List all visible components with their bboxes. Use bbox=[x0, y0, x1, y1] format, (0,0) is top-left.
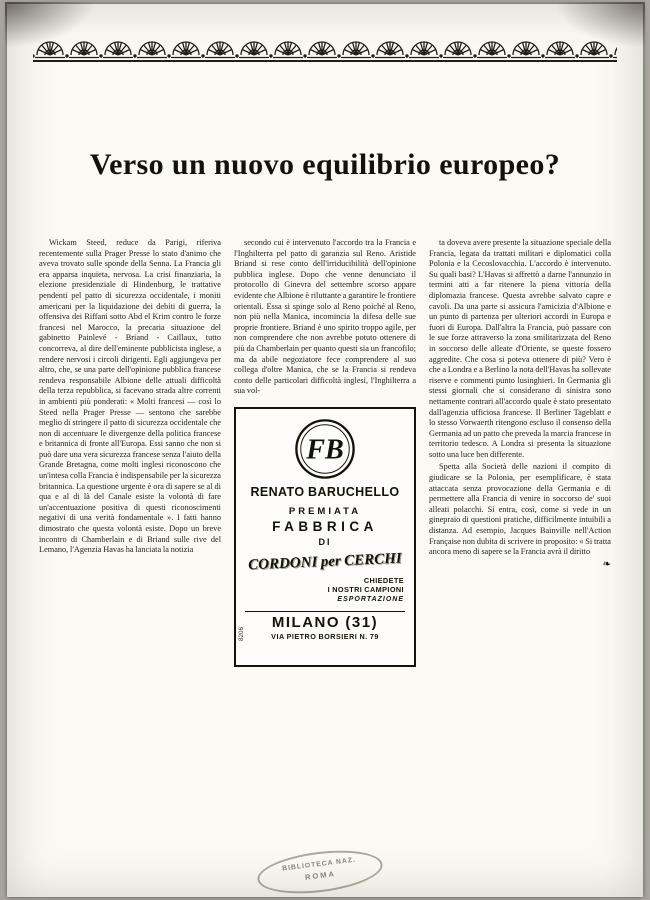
advertiser-monogram-icon bbox=[293, 417, 357, 481]
ad-line-di: DI bbox=[318, 536, 332, 547]
stamp-text-top: BIBLIOTECA NAZ. bbox=[281, 856, 357, 873]
page-title: Verso un nuovo equilibrio europeo? bbox=[89, 148, 561, 181]
column-2 bbox=[234, 238, 416, 667]
advertiser-name: RENATO BARUCHELLO bbox=[250, 484, 400, 499]
advertisement-box bbox=[234, 407, 416, 667]
scanned-page bbox=[7, 4, 643, 897]
ad-product-name: CORDONI per CERCHI bbox=[247, 550, 403, 574]
end-of-article-mark: ❧ bbox=[602, 558, 611, 570]
paragraph: Wickam Steed, reduce da Parigi, riferiva recentemente sulla Prager Presse lo stato d'animo che aveva trovato sulle sponde della Senna. La Francia gli era apparsa inquieta, nervosa. La crisi finanziaria, la elezione presidenziale di Hindenburg, le trattative pendenti pel patto di sicurezza occidentale, i moniti americani per la liquidazione dei debiti di guerra, la offensiva dei Riffani sotto Abd el Krim contro le forze francesi nel Marocco, la precaria situazione del gabinetto Painlevé - Briand - Caillaux, tutto concorreva, al dire dell'eminente pubblicista inglese, a rendere nervosi i circoli dirigenti. Egli aggiungeva per altro, che, se una parte dell'opinione pubblica francese rendeva responsabile Albione delle attuali difficoltà della terza repubblica, si facevano strada altre correnti in ambienti più ponderati: « Molti francesi — così lo Steed nella Prager Presse — sentono che sarebbe meglio di stringere il patto di sicurezza occidentale che non di accentuare le divergenze della politica francese e britannica di fronte all'Europa. Essi sanno che non si può dare una vera sicurezza francese senza l'aiuto della Grande Bretagna, come molti inglesi riconoscono che un'intesa colla Francia è indispensabile per la sicurezza britannica. La questione urgente è ora di sapere se al di qua e al di là del Canale esiste la volontà di fare un'accentuazione positiva di questi riconoscimenti negativi di una verità fondamentale ». I fatti hanno dimostrato che questa volontà esiste. Dopo un breve incontro di Chamberlain e di Briand sulle rive del Lemano, l'Agenzia Havas ha lanciata la notizia bbox=[39, 238, 221, 555]
monogram-letters: FB bbox=[306, 434, 344, 466]
ad-divider bbox=[245, 611, 405, 612]
ad-address: VIA PIETRO BORSIERI N. 79 bbox=[271, 631, 379, 641]
frieze-ornament bbox=[33, 28, 617, 62]
paragraph: ta doveva avere presente la situazione speciale della Francia, legata da trattati militari e diplomatici colla Polonia e la Cecoslovacchia. L'accordo è intervenuto. Su quali basi? L'Havas si affrettò a darne l'annunzio in termini atti a far ritenere la piena vittoria della diplomazia francese. Questa avrebbe salvato capre e cavoli. Da una parte si assicura l'amicizia d'Albione e un punto di partenza per ulteriori accordi in Europa e fuori di Europa. Dall'altra la Francia, può passare con le sue forze attraverso la zona smilitarizzata del Reno in soccorso delle alleate d'Oriente, se queste fossero aggredite. Che cosa si poteva ottenere di più? Vero è che a Londra e a Berlino la nota dell'Havas ha sollevate riserve e commenti punto lusinghieri. In Germania gli stessi giornali che si considerano di sinistra sono nettamente contrari all'accordo quale è stato presentato dall'agenzia ufficiosa francese. Il Berliner Tageblatt e lo stesso Vorwaerth ritengono escluso il consenso della Germania ad un patto che preveda la marcia francese in territorio tedesco. A Londra si presenta la situazione sotto una luce ben differente. bbox=[429, 238, 611, 459]
ad-note-chiedete: CHIEDETE bbox=[363, 575, 404, 585]
paragraph: Spetta alla Società delle nazioni il compito di giudicare se la Polonia, per esemplificare, è stata attaccata senza provocazione della Germania e di permettere alla Francia di venire in soccorso de' suoi alleati polacchi. Si entra, così, come si vede in un ginepraio di questioni pratiche, difficilmente intuibili a distanza. Ad esempio, Jacques Bainville nell'Action Française non dubita di scrivere in proposito: « Si tratta ancora meno di sapere se la Francia avrà il diritto bbox=[429, 462, 611, 557]
ad-notes bbox=[243, 576, 407, 605]
ad-line-fabbrica: FABBRICA bbox=[272, 519, 378, 535]
library-stamp bbox=[255, 844, 385, 899]
ad-reference-number: 8206 bbox=[238, 626, 245, 641]
ad-note-esportazione: ESPORTAZIONE bbox=[337, 595, 404, 603]
ad-note-campioni: I NOSTRI CAMPIONI bbox=[327, 585, 404, 595]
stamp-text-bottom: ROMA bbox=[304, 869, 337, 882]
anthemion-frieze-icon bbox=[33, 28, 617, 60]
ad-city: MILANO (31) bbox=[271, 614, 379, 632]
paragraph: secondo cui è intervenuto l'accordo tra la Francia e l'Inghilterra pel patto di garanzia sul Reno. Aristide Briand si rese conto dell'irriducibilità dell'opinione pubblica inglese. Dopo che venne denunciato il protocollo di Ginevra del settembre scorso appare evidente che Albione è riluttante a garantire le frontiere orientali. Essa si spinge solo al Reno poiché al Reno, non più nella Manica, incomincia la difesa delle sue proprie frontiere. Briand è uno spirito troppo agile, per non comprendere che non avrebbe potuto ottenere di più da Chamberlain per quanto questi sia un francofilo; ma da abile negoziatore fece comprendere al suo collega d'oltre Manica, che se la Francia si rendeva conto delle particolari difficoltà inglesi, l'Inghilterra a sua vol- bbox=[234, 238, 416, 396]
column-3 bbox=[429, 238, 611, 667]
ad-line-premiata: PREMIATA bbox=[288, 505, 362, 517]
column-1 bbox=[39, 238, 221, 667]
article-body bbox=[39, 238, 611, 667]
